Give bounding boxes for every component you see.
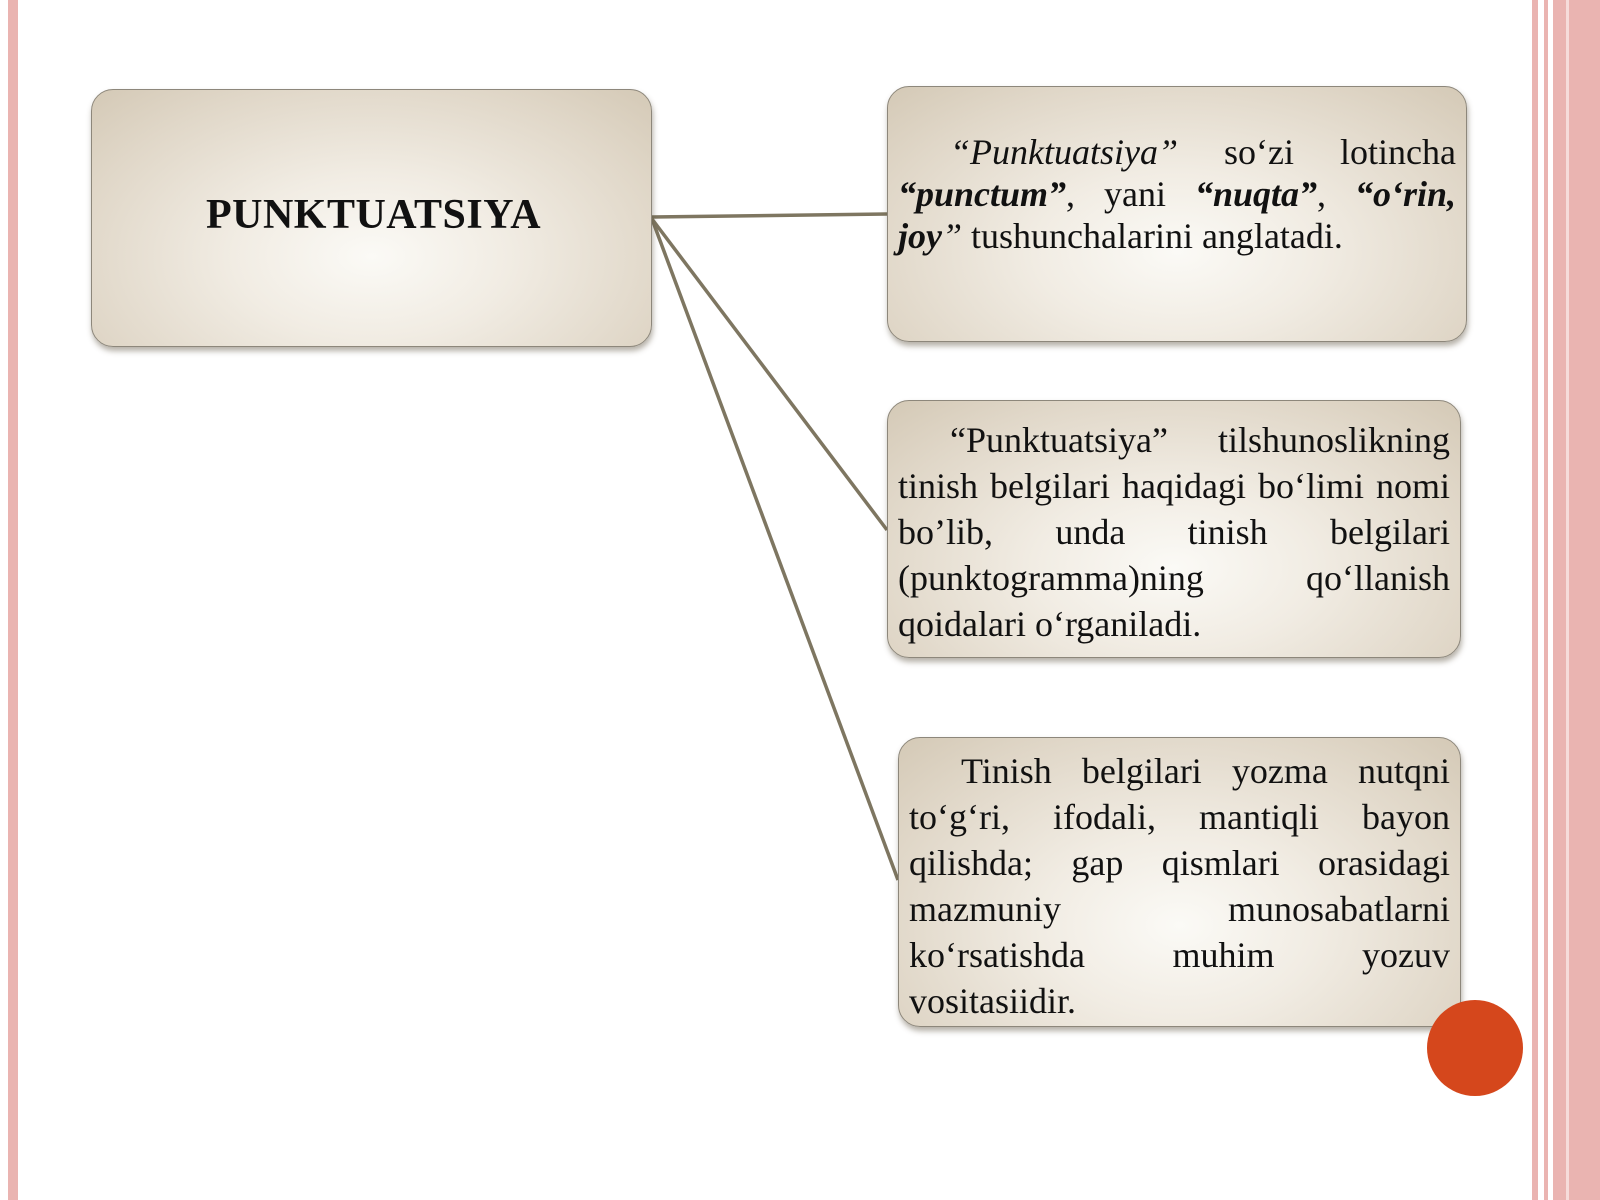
main-node <box>91 89 652 347</box>
term-punktuatsiya: “Punktuatsiya” <box>950 132 1179 172</box>
main-node-title: PUNKTUATSIYA <box>205 192 542 238</box>
term-orin-joy: “o‘rin, joy <box>898 174 1457 256</box>
text-segment: “Punktuatsiya” tilshunoslikning tinish belgilari haqidagi bo‘limi nomi bo’lib, unda tinish belgilari (punktogramma)ning qo‘llanish qoidalari o‘rganiladi. <box>898 420 1450 644</box>
definition-box-linguistics <box>887 400 1461 658</box>
text-segment: , yani <box>1066 174 1195 214</box>
term-nuqta: “nuqta” <box>1194 174 1318 214</box>
connector-line-3 <box>652 219 898 880</box>
text-segment: , <box>1317 174 1355 214</box>
definition-purpose-text <box>909 748 1450 1024</box>
text-segment: so‘zi lotincha <box>1178 132 1456 172</box>
definition-box-origin <box>887 86 1467 342</box>
text-segment: tushunchalarini anglatadi. <box>962 216 1343 256</box>
connector-line-1 <box>652 214 887 217</box>
text-segment: Tinish belgilari yozma nutqni to‘g‘ri, ifodali, mantiqli bayon qilishda; gap qismlari orasidagi mazmuniy munosabatlarni ko‘rsatishda muhim yozuv vositasiidir. <box>909 751 1450 1021</box>
definition-origin-text <box>898 131 1456 257</box>
connector-line-2 <box>652 219 887 530</box>
definition-linguistics-text <box>898 417 1450 647</box>
accent-circle <box>1427 1000 1523 1096</box>
definition-box-purpose <box>898 737 1461 1027</box>
term-punctum: “punctum” <box>898 174 1067 214</box>
text-segment: ” <box>941 216 963 256</box>
